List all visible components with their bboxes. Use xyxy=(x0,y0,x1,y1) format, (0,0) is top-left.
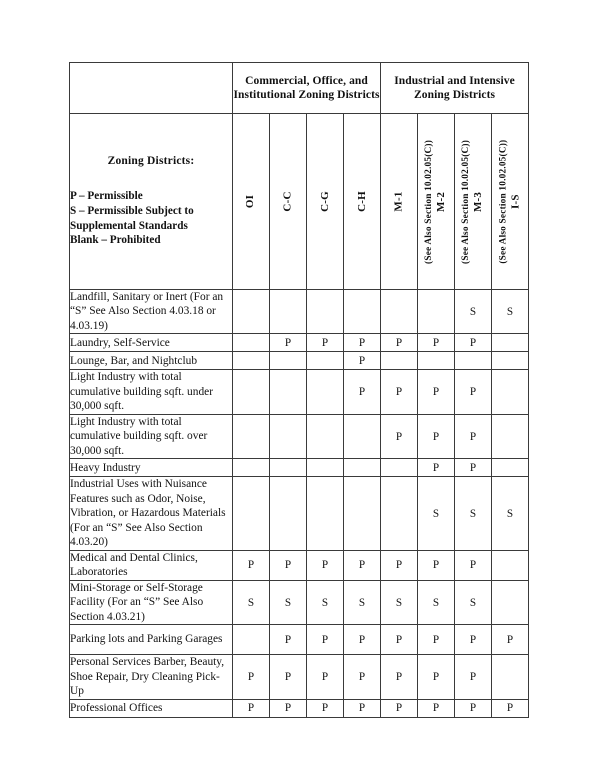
table-corner-cell xyxy=(70,63,233,114)
district-header-m2 xyxy=(418,114,455,290)
permission-cell: S xyxy=(492,290,529,334)
district-header-m3 xyxy=(455,114,492,290)
district-note-is: (See Also Section 10.02.05(C)) xyxy=(498,139,509,264)
permission-cell xyxy=(233,352,270,370)
use-label: Heavy Industry xyxy=(70,459,233,477)
permission-cell xyxy=(270,477,307,550)
permission-cell xyxy=(307,290,344,334)
permission-cell: P xyxy=(418,699,455,717)
permission-cell: P xyxy=(307,655,344,699)
permission-cell xyxy=(270,459,307,477)
permission-cell: S xyxy=(455,290,492,334)
use-label: Light Industry with total cumulative building sqft. under 30,000 sqft. xyxy=(70,370,233,414)
permission-cell: P xyxy=(270,334,307,352)
permission-cell: S xyxy=(270,580,307,624)
permission-cell: P xyxy=(381,334,418,352)
permission-cell xyxy=(418,290,455,334)
permission-cell: P xyxy=(344,625,381,655)
permission-cell xyxy=(233,334,270,352)
permission-cell: P xyxy=(455,699,492,717)
district-header-m1 xyxy=(381,114,418,290)
legend-cell xyxy=(70,114,233,290)
permission-cell xyxy=(270,414,307,458)
permission-cell: P xyxy=(418,414,455,458)
permission-cell: P xyxy=(381,655,418,699)
permission-cell: P xyxy=(492,699,529,717)
permission-cell xyxy=(233,459,270,477)
permission-cell: P xyxy=(344,334,381,352)
district-code-ch: C-H xyxy=(355,191,368,212)
permission-cell xyxy=(381,352,418,370)
permission-cell: S xyxy=(418,580,455,624)
permission-cell xyxy=(307,477,344,550)
table-row xyxy=(70,655,529,699)
district-header-cc xyxy=(270,114,307,290)
permission-cell: P xyxy=(418,370,455,414)
permission-cell xyxy=(418,352,455,370)
permission-cell xyxy=(233,414,270,458)
permission-cell xyxy=(381,290,418,334)
district-code-m3: M-3 xyxy=(472,191,485,212)
permission-cell: S xyxy=(344,580,381,624)
permission-cell: P xyxy=(455,370,492,414)
permission-cell: S xyxy=(418,477,455,550)
table-row xyxy=(70,459,529,477)
permission-cell xyxy=(381,459,418,477)
legend-line-permissible: P – Permissible xyxy=(70,189,143,202)
permission-cell: P xyxy=(418,655,455,699)
district-code-m2: M-2 xyxy=(435,191,448,212)
permission-cell: P xyxy=(270,699,307,717)
permission-cell xyxy=(492,459,529,477)
permission-cell: S xyxy=(455,580,492,624)
table-body xyxy=(70,290,529,718)
permission-cell: P xyxy=(381,414,418,458)
legend-lines xyxy=(70,189,232,249)
permission-cell: P xyxy=(307,699,344,717)
district-header-oi xyxy=(233,114,270,290)
legend-line-supplemental-2: Supplemental Standards xyxy=(70,219,188,232)
permission-cell: P xyxy=(455,550,492,580)
permission-cell: P xyxy=(307,625,344,655)
permission-cell xyxy=(233,370,270,414)
district-note-m3: (See Also Section 10.02.05(C)) xyxy=(461,139,472,264)
permission-cell: P xyxy=(344,370,381,414)
district-header-row xyxy=(70,114,529,290)
permission-cell: P xyxy=(307,550,344,580)
permission-cell: P xyxy=(455,625,492,655)
permission-cell: P xyxy=(344,550,381,580)
permission-cell: S xyxy=(492,477,529,550)
permission-cell xyxy=(492,370,529,414)
group-header-industrial: Industrial and Intensive Zoning Districts xyxy=(381,63,529,114)
permission-cell: S xyxy=(233,580,270,624)
permission-cell xyxy=(492,580,529,624)
permission-cell: P xyxy=(233,655,270,699)
permission-cell xyxy=(307,414,344,458)
permission-cell xyxy=(270,352,307,370)
district-code-cg: C-G xyxy=(318,191,331,212)
district-note-m2: (See Also Section 10.02.05(C)) xyxy=(424,139,435,264)
use-label: Parking lots and Parking Garages xyxy=(70,625,233,655)
permission-cell: P xyxy=(455,655,492,699)
permission-cell: P xyxy=(233,550,270,580)
permission-cell xyxy=(270,290,307,334)
permission-cell: P xyxy=(455,459,492,477)
permission-cell: P xyxy=(418,459,455,477)
table-head xyxy=(70,63,529,290)
table-row xyxy=(70,290,529,334)
permission-cell: P xyxy=(381,370,418,414)
permission-cell xyxy=(233,290,270,334)
district-code-oi: OI xyxy=(244,194,257,209)
table-row xyxy=(70,477,529,550)
district-code-is: I-S xyxy=(509,194,522,209)
table-row xyxy=(70,414,529,458)
permission-cell xyxy=(492,655,529,699)
table-row xyxy=(70,370,529,414)
permission-cell xyxy=(455,352,492,370)
table-row xyxy=(70,580,529,624)
permission-cell xyxy=(344,459,381,477)
use-label: Personal Services Barber, Beauty, Shoe Repair, Dry Cleaning Pick-Up xyxy=(70,655,233,699)
group-header-row xyxy=(70,63,529,114)
permission-cell: S xyxy=(307,580,344,624)
permission-cell: P xyxy=(307,334,344,352)
permission-cell xyxy=(492,334,529,352)
permission-cell: P xyxy=(381,625,418,655)
use-label: Professional Offices xyxy=(70,699,233,717)
permission-cell: P xyxy=(381,550,418,580)
permission-cell xyxy=(381,477,418,550)
use-label: Lounge, Bar, and Nightclub xyxy=(70,352,233,370)
permission-cell: P xyxy=(270,655,307,699)
use-label: Laundry, Self-Service xyxy=(70,334,233,352)
permission-cell: P xyxy=(455,414,492,458)
permission-cell: P xyxy=(270,550,307,580)
permission-cell: S xyxy=(455,477,492,550)
district-code-cc: C-C xyxy=(281,191,294,212)
permission-cell: P xyxy=(344,655,381,699)
district-code-m1: M-1 xyxy=(392,191,405,212)
permission-cell: P xyxy=(455,334,492,352)
permission-cell: P xyxy=(344,352,381,370)
table-row xyxy=(70,625,529,655)
use-label: Light Industry with total cumulative building sqft. over 30,000 sqft. xyxy=(70,414,233,458)
use-label: Industrial Uses with Nuisance Features such as Odor, Noise, Vibration, or Hazardous Materials (For an “S” See Also Section 4.03.20) xyxy=(70,477,233,550)
permission-cell xyxy=(344,414,381,458)
permission-cell xyxy=(270,370,307,414)
legend-line-supplemental-1: S – Permissible Subject to xyxy=(70,204,194,217)
permission-cell xyxy=(233,477,270,550)
permission-cell xyxy=(307,459,344,477)
legend-title: Zoning Districts: xyxy=(107,154,195,167)
permission-cell xyxy=(492,352,529,370)
permission-cell xyxy=(492,550,529,580)
permission-cell: P xyxy=(418,625,455,655)
permission-cell xyxy=(307,352,344,370)
permission-cell: P xyxy=(233,699,270,717)
legend-line-prohibited: Blank – Prohibited xyxy=(70,234,161,247)
district-header-ch xyxy=(344,114,381,290)
permission-cell: P xyxy=(418,550,455,580)
table-row xyxy=(70,550,529,580)
permission-cell: P xyxy=(492,625,529,655)
use-label: Mini-Storage or Self-Storage Facility (For an “S” See Also Section 4.03.21) xyxy=(70,580,233,624)
table-row xyxy=(70,352,529,370)
permission-cell: P xyxy=(270,625,307,655)
permission-cell xyxy=(307,370,344,414)
permission-cell: P xyxy=(344,699,381,717)
permission-cell xyxy=(233,625,270,655)
district-header-cg xyxy=(307,114,344,290)
use-label: Medical and Dental Clinics, Laboratories xyxy=(70,550,233,580)
permission-cell xyxy=(344,477,381,550)
permission-cell: P xyxy=(418,334,455,352)
permission-cell xyxy=(344,290,381,334)
use-label: Landfill, Sanitary or Inert (For an “S” See Also Section 4.03.18 or 4.03.19) xyxy=(70,290,233,334)
table-row xyxy=(70,334,529,352)
district-header-is xyxy=(492,114,529,290)
zoning-use-table xyxy=(69,62,529,718)
group-header-commercial: Commercial, Office, and Institutional Zoning Districts xyxy=(233,63,381,114)
table-row xyxy=(70,699,529,717)
permission-cell: S xyxy=(381,580,418,624)
permission-cell xyxy=(492,414,529,458)
permission-cell: P xyxy=(381,699,418,717)
